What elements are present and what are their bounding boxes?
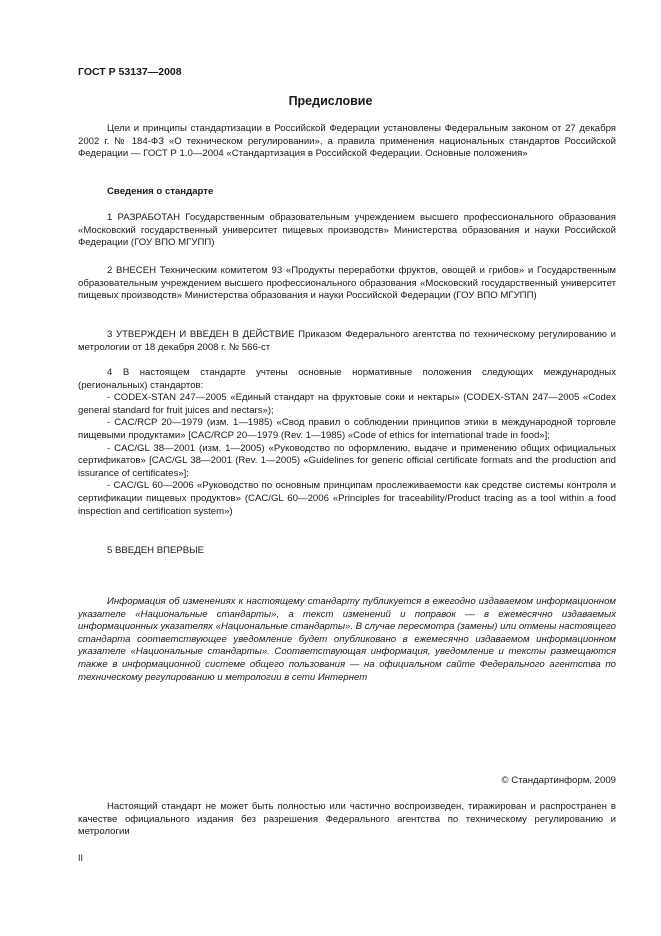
document-code: ГОСТ Р 53137—2008 bbox=[78, 66, 182, 78]
copyright: © Стандартинформ, 2009 bbox=[501, 775, 616, 786]
item-3-text: 3 УТВЕРЖДЕН И ВВЕДЕН В ДЕЙСТВИЕ Приказом Федерального агентства по техническому регулированию и метрологии от 18 декабря 2008 г. № 566-ст bbox=[78, 329, 616, 353]
item-4-list-item: - CAC/RCP 20—1979 (изм. 1—1985) «Свод правил о соблюдении принципов этики в международной торговле пищевыми продуктами» [CAC/RCP 20—1979 (Rev. 1—1985) «Code of ethics for international trade in food»]; bbox=[78, 417, 616, 441]
item-1-text: 1 РАЗРАБОТАН Государственным образовательным учреждением высшего профессионального образования «Московский государственный университет пищевых производств» Министерства образования и науки Российской Федерации (ГОУ ВПО МГУПП) bbox=[78, 212, 616, 249]
reproduction-text: Настоящий стандарт не может быть полностью или частично воспроизведен, тиражирован и распространен в качестве официального издания без разрешения Федерального агентства по техническому регулированию и метрологии bbox=[78, 801, 616, 838]
item-4-list-item: - CAC/GL 60—2006 «Руководство по основным принципам прослеживаемости как средстве системы контроля и сертификации пищевых продуктов» (CAC/GL 60—2006 «Principles for traceability/Product tracing as a tool within a food inspection and certification system») bbox=[78, 480, 616, 517]
item-4 bbox=[78, 367, 616, 518]
item-5 bbox=[78, 545, 616, 558]
item-2-text: 2 ВНЕСЕН Техническим комитетом 93 «Продукты переработки фруктов, овощей и грибов» и Государственным образовательным учреждением высшего профессионального образования «Московский государственный университет пищевых производств» Министерства образования и науки Российской Федерации (ГОУ ВПО МГУПП) bbox=[78, 265, 616, 302]
info-heading-block bbox=[78, 186, 616, 199]
item-2 bbox=[78, 265, 616, 303]
intro-paragraph: Цели и принципы стандартизации в Российской Федерации установлены Федеральным законом от 27 декабря 2002 г. № 184-ФЗ «О техническом регулировании», а правила применения национальных стандартов Российской Федерации — ГОСТ Р 1.0—2004 «Стандартизация в Российской Федерации. Основные положения» bbox=[78, 123, 616, 160]
notice-block bbox=[78, 596, 616, 684]
item-5-text: 5 ВВЕДЕН ВПЕРВЫЕ bbox=[107, 545, 205, 556]
item-3 bbox=[78, 329, 616, 354]
item-4-list-item: - CODEX-STAN 247—2005 «Единый стандарт на фруктовые соки и нектары» (CODEX-STAN 247—2005 «Codex general standard for fruit juices and nectars»); bbox=[78, 392, 616, 416]
item-1 bbox=[78, 212, 616, 250]
preface-intro bbox=[78, 123, 616, 161]
page-number: II bbox=[78, 853, 84, 863]
reproduction-block bbox=[78, 801, 616, 839]
preface-title: Предисловие bbox=[288, 94, 373, 108]
item-4-list-item: - CAC/GL 38—2001 (изм. 1—2005) «Руководство по оформлению, выдаче и применению общих официальных сертификатов» [CAC/GL 38—2001 (Rev. 1—2005) «Guidelines for generic official certificate formats and the production and issurance of certificates»]; bbox=[78, 442, 616, 479]
notice-text: Информация об изменениях к настоящему стандарту публикуется в ежегодно издаваемом информационном указателе «Национальные стандарты», а текст изменений и поправок — в ежемесячно издаваемых информационных указателях «Национальные стандарты». В случае пересмотра (замены) или отмены настоящего стандарта соответствующее уведомление будет опубликовано в ежемесячно издаваемом информационном указателе «Национальные стандарты». Соответствующая информация, уведомление и тексты размещаются также в информационной системе общего пользования — на официальном сайте Федерального агентства по техническому регулированию и метрологии в сети Интернет bbox=[78, 596, 616, 683]
item-4-intro: 4 В настоящем стандарте учтены основные нормативные положения следующих международных (региональных) стандартов: bbox=[78, 367, 616, 391]
info-heading: Сведения о стандарте bbox=[107, 186, 214, 197]
